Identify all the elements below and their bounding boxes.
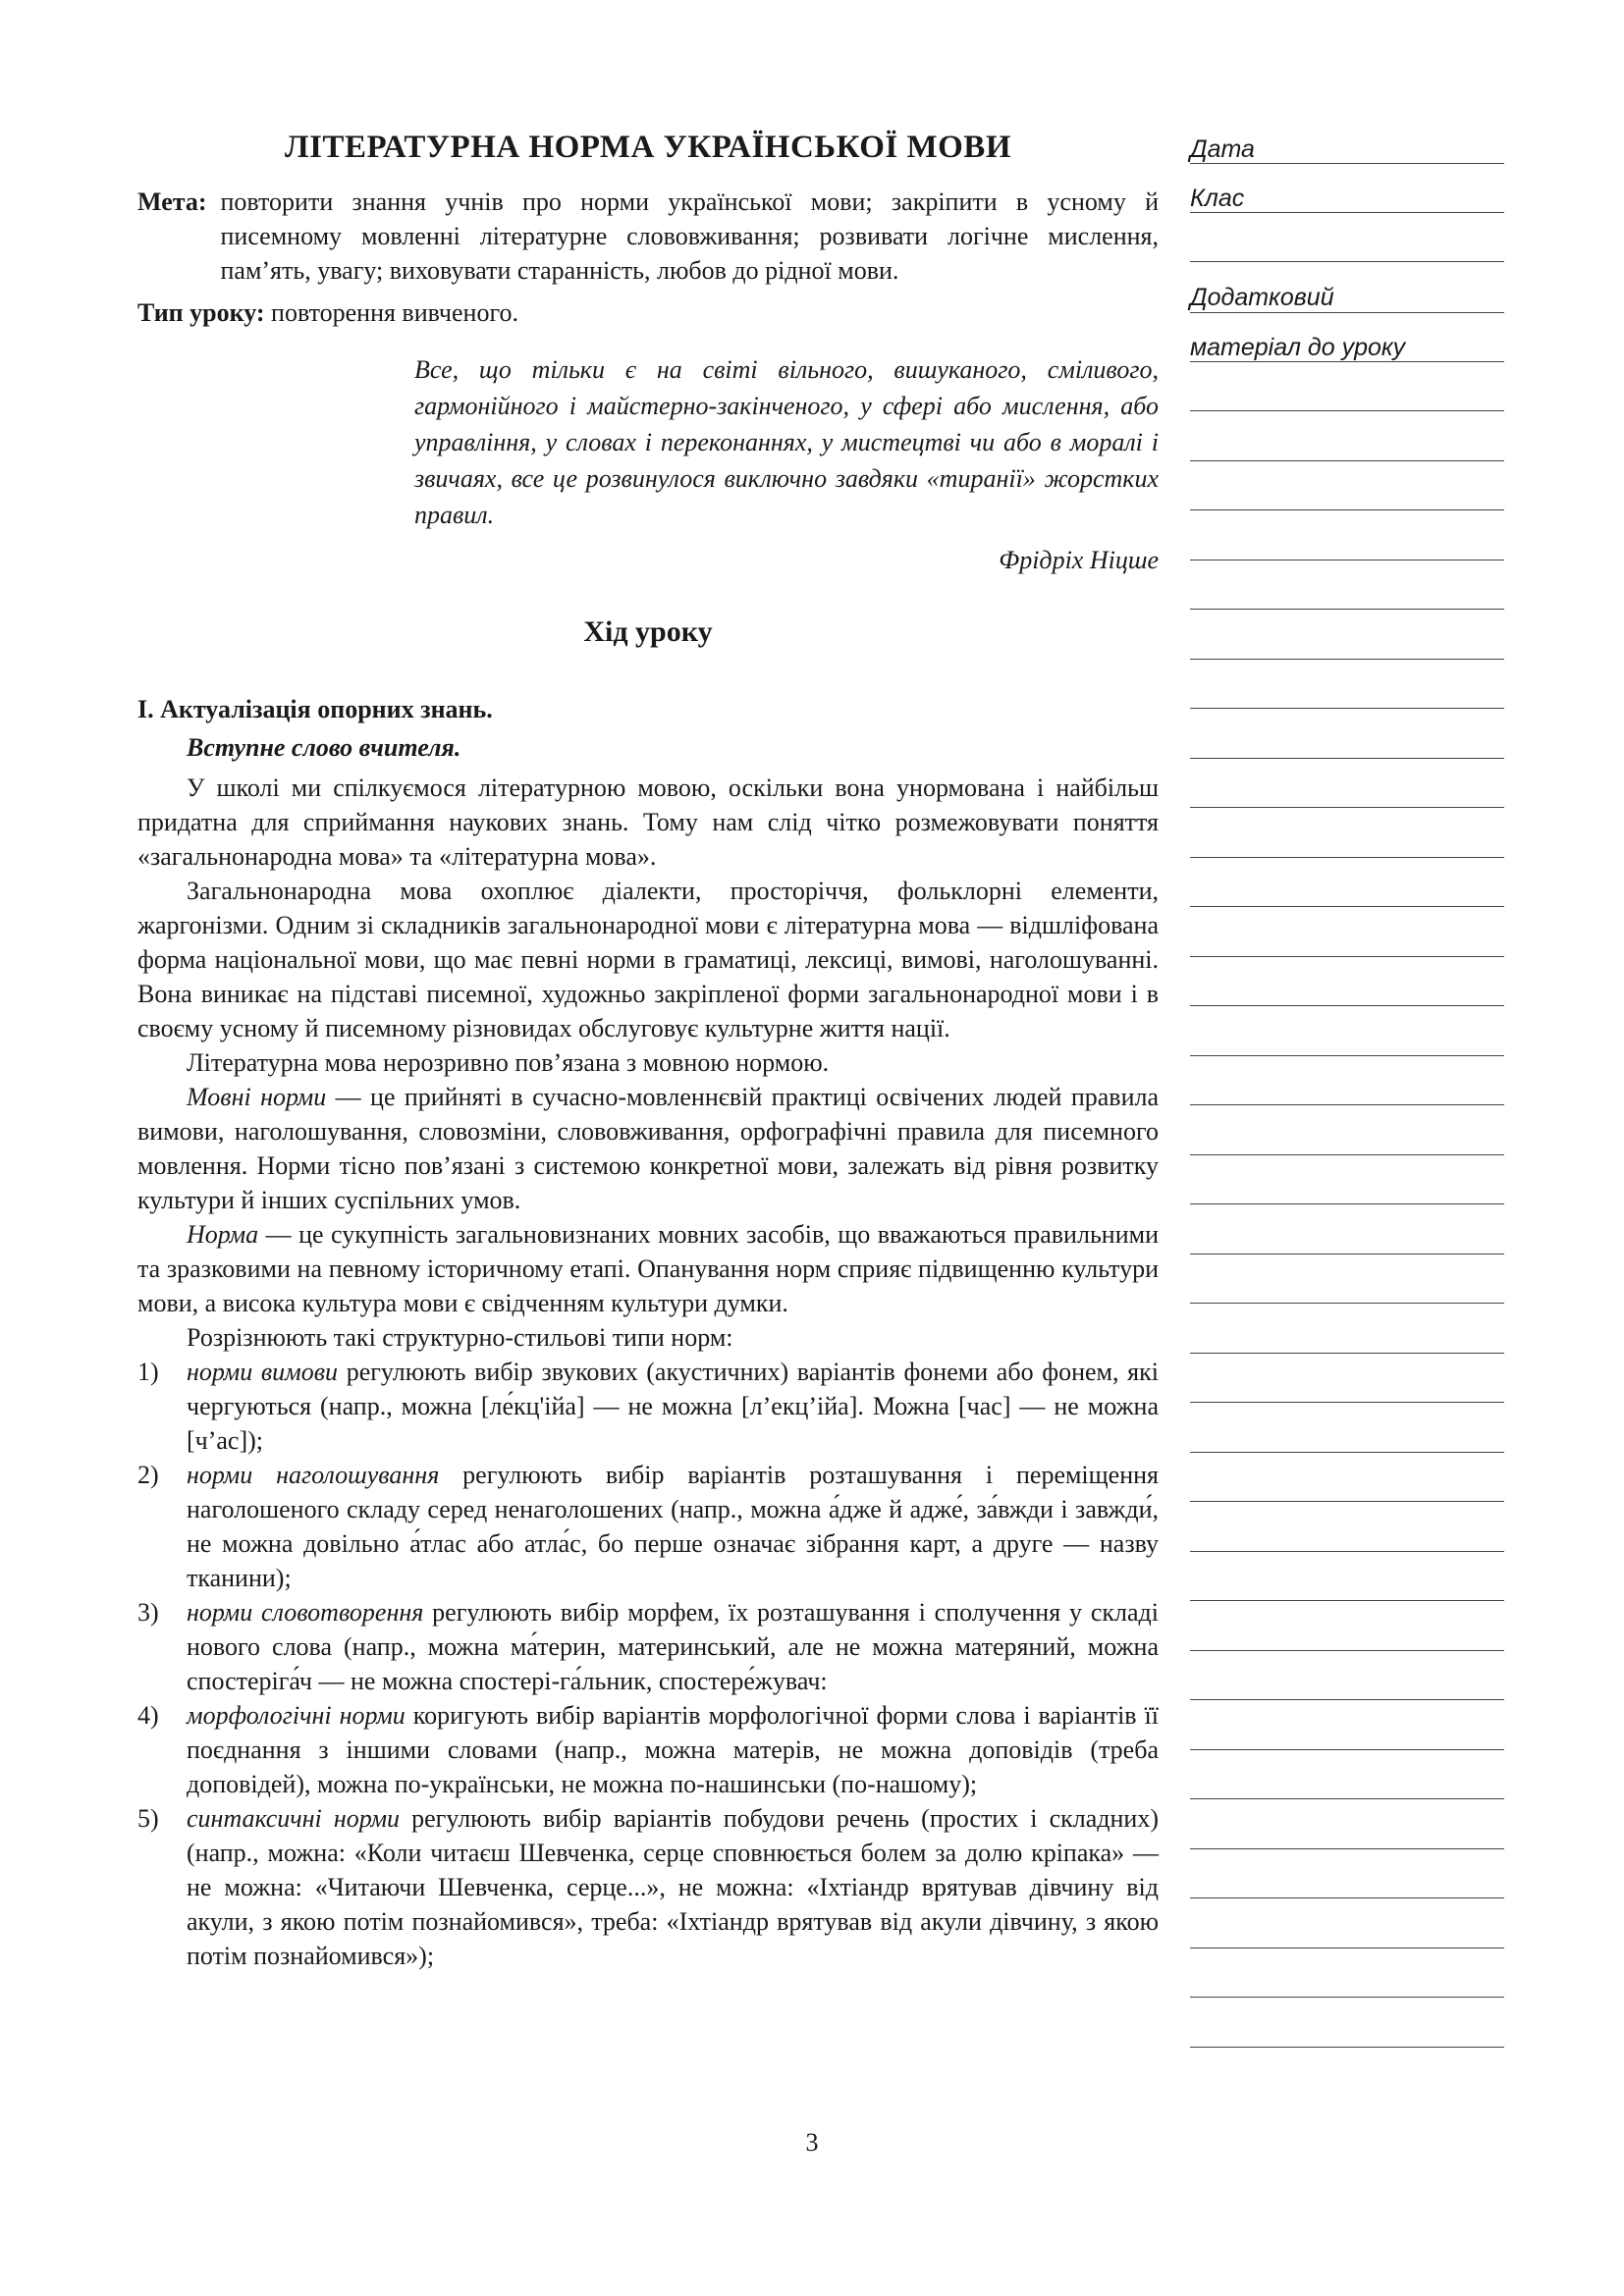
ruled-line bbox=[1190, 1699, 1504, 1700]
page-number: 3 bbox=[805, 2128, 819, 2157]
list-item-number: 4) bbox=[137, 1701, 159, 1730]
class-label: Клас bbox=[1190, 185, 1245, 212]
term-language-norms: Мовні норми bbox=[187, 1083, 327, 1111]
ruled-line bbox=[1190, 1501, 1504, 1502]
ruled-line bbox=[1190, 1402, 1504, 1403]
ruled-line bbox=[1190, 1948, 1504, 1949]
list-item-text: коригують вибір варіантів морфологічної форми слова і варіантів її поєднання з іншими словами (напр., можна матерів, не можна доповідів (треба доповідей), можна по-українськи, не можна по-нашинськи (по-нашому); bbox=[187, 1701, 1160, 1798]
ruled-line bbox=[1190, 1452, 1504, 1453]
lesson-type-text: повторення вивченого. bbox=[264, 298, 518, 327]
ruled-line bbox=[1190, 509, 1504, 510]
ruled-line bbox=[1190, 807, 1504, 808]
norms-list bbox=[137, 1355, 1159, 1973]
goal-text: повторити знання учнів про норми української мови; закріпити в усному й писемному мовленні літературне слововживання; розвивати логічне мислення, пам’ять, увагу; виховувати старанність, любов до рідної мови. bbox=[220, 187, 1159, 285]
lesson-content bbox=[137, 128, 1159, 1973]
ruled-line bbox=[1190, 906, 1504, 907]
ruled-line bbox=[1190, 956, 1504, 957]
ruled-line bbox=[1190, 1848, 1504, 1849]
ruled-line bbox=[1190, 460, 1504, 461]
list-item-number: 1) bbox=[137, 1358, 159, 1386]
list-item bbox=[137, 1801, 1159, 1973]
goal-block bbox=[137, 185, 1159, 288]
paragraph-6: Розрізнюють такі структурно-стильові типи норм: bbox=[187, 1323, 733, 1352]
ruled-line bbox=[1190, 261, 1504, 262]
list-item-term: норми вимови bbox=[187, 1358, 339, 1386]
extra-material-label: Додатковий bbox=[1190, 284, 1334, 311]
paragraph-4 bbox=[137, 1080, 1159, 1217]
paragraph-1: У школі ми спілкуємося літературною мовою, оскільки вона унормована і найбільш придатна для сприймання наукових знань. Тому нам слід чітко розмежовувати поняття «загальнонародна мова» та «літературна мова». bbox=[137, 774, 1159, 871]
list-item bbox=[137, 1355, 1159, 1458]
list-item-text: регулюють вибір варіантів розташування і переміщення наголошеного складу серед ненаголошених (напр., можна а́дже й адже́, за́вжди і завжди́, не можна довільно а́тлас або атла́с, бо перше означає зібрання карт, а друге — назву тканини); bbox=[187, 1461, 1160, 1592]
list-item-term: норми словотворення bbox=[187, 1598, 424, 1627]
ruled-line bbox=[1190, 609, 1504, 610]
list-item-number: 2) bbox=[137, 1461, 159, 1489]
list-item-text: регулюють вибір варіантів побудови речень (простих і складних) (напр., можна: «Коли читаєш Шевченка, серце сповнюється болем за долю кріпака» — не можна: «Читаючи Шевченка, серце...», не можна: «Іхтіандр врятував дівчину від акули, з якою потім познайомився», треба: «Іхтіандр врятував від акули дівчину, з якою потім познайомився»); bbox=[187, 1804, 1160, 1970]
ruled-line bbox=[1190, 1055, 1504, 1056]
ruled-line bbox=[1190, 1798, 1504, 1799]
ruled-line bbox=[1190, 410, 1504, 411]
ruled-line bbox=[1190, 163, 1504, 164]
list-item-number: 3) bbox=[137, 1598, 159, 1627]
ruled-line bbox=[1190, 212, 1504, 213]
goal-label: Мета: bbox=[137, 187, 207, 216]
ruled-line bbox=[1190, 1600, 1504, 1601]
ruled-line bbox=[1190, 1749, 1504, 1750]
list-item-text: регулюють вибір морфем, їх розташування і сполучення у складі нового слова (напр., можна ма́терин, материнський, але не можна матеряний, можна спостеріга́ч — не можна спостері-га́льник, спостере́жувач: bbox=[187, 1598, 1159, 1695]
ruled-line bbox=[1190, 708, 1504, 709]
ruled-line bbox=[1190, 857, 1504, 858]
date-label: Дата bbox=[1190, 135, 1255, 163]
paragraph-2: Загальнонародна мова охоплює діалекти, просторіччя, фольклорні елементи, жаргонізми. Одним зі складників загальнонародної мови є літературна мова — відшліфована форма національної мови, що має певні норми в граматиці, лексиці, вимові, наголошуванні. Вона виникає на підставі писемної, художньо закріпленої форми загальнонародної мови і в своєму усному й писемному різновидах обслуговує культурне життя нації. bbox=[137, 877, 1159, 1042]
ruled-line bbox=[1190, 758, 1504, 759]
list-item bbox=[137, 1595, 1159, 1698]
list-item-term: синтаксичні норми bbox=[187, 1804, 401, 1833]
ruled-line bbox=[1190, 659, 1504, 660]
ruled-line bbox=[1190, 361, 1504, 362]
paragraph-5 bbox=[137, 1217, 1159, 1320]
course-heading: Хід уроку bbox=[583, 615, 713, 648]
intro-label: Вступне слово вчителя. bbox=[187, 733, 461, 762]
ruled-line bbox=[1190, 1154, 1504, 1155]
ruled-line bbox=[1190, 1203, 1504, 1204]
list-item-term: морфологічні норми bbox=[187, 1701, 406, 1730]
paragraph-4-text: — це прийняті в сучасно-мовленнєвій практиці освічених людей правила вимови, наголошування, словозміни, слововживання, орфографічні правила для писемного мовлення. Норми тісно пов’язані з системою конкретної мови, залежать від рівня розвитку культури й інших суспільних умов. bbox=[137, 1083, 1159, 1214]
list-item-term: норми наголошування bbox=[187, 1461, 440, 1489]
ruled-line bbox=[1190, 1353, 1504, 1354]
lesson-type-label: Тип уроку: bbox=[137, 298, 265, 327]
list-item-text: регулюють вибір звукових (акустичних) варіантів фонеми або фонем, які чергуються (напр., можна [ле́кц'ійа] — не можна [л’екц’ійа]. Можна [час] — не можна [ч’ас]); bbox=[187, 1358, 1159, 1455]
page-title: ЛІТЕРАТУРНА НОРМА УКРАЇНСЬКОЇ МОВИ bbox=[285, 130, 1011, 165]
epigraph-author: Фрідріх Ніцше bbox=[999, 546, 1159, 574]
ruled-line bbox=[1190, 1551, 1504, 1552]
ruled-line bbox=[1190, 2047, 1504, 2048]
ruled-line bbox=[1190, 560, 1504, 561]
list-item bbox=[137, 1458, 1159, 1595]
ruled-line bbox=[1190, 1897, 1504, 1898]
ruled-line bbox=[1190, 1997, 1504, 1998]
ruled-line bbox=[1190, 1650, 1504, 1651]
ruled-line bbox=[1190, 1104, 1504, 1105]
extra-material-label-2: матеріал до уроку bbox=[1190, 334, 1406, 361]
ruled-line bbox=[1190, 1005, 1504, 1006]
lesson-type bbox=[137, 295, 1159, 330]
ruled-line bbox=[1190, 1303, 1504, 1304]
ruled-line bbox=[1190, 312, 1504, 313]
list-item-number: 5) bbox=[137, 1804, 159, 1833]
paragraph-3: Літературна мова нерозривно пов’язана з мовною нормою. bbox=[187, 1048, 830, 1077]
term-norm: Норма bbox=[187, 1220, 259, 1249]
paragraph-5-text: — це сукупність загальновизнаних мовних засобів, що вважаються правильними та зразковими на певному історичному етапі. Опанування норм сприяє підвищенню культури мови, а висока культура мови є свідченням культури думки. bbox=[137, 1220, 1159, 1317]
section-heading: I. Актуалізація опорних знань. bbox=[137, 695, 493, 723]
list-item bbox=[137, 1698, 1159, 1801]
ruled-line bbox=[1190, 1254, 1504, 1255]
epigraph: Все, що тільки є на світі вільного, вишуканого, сміливого, гармонійного і майстерно-закінченого, у сфері або мислення, або управління, у словах і переконаннях, у мистецтві чи або в моралі і звичаях, все це розвинулося виключно завдяки «тиранії» жорстких правил. bbox=[414, 355, 1159, 529]
